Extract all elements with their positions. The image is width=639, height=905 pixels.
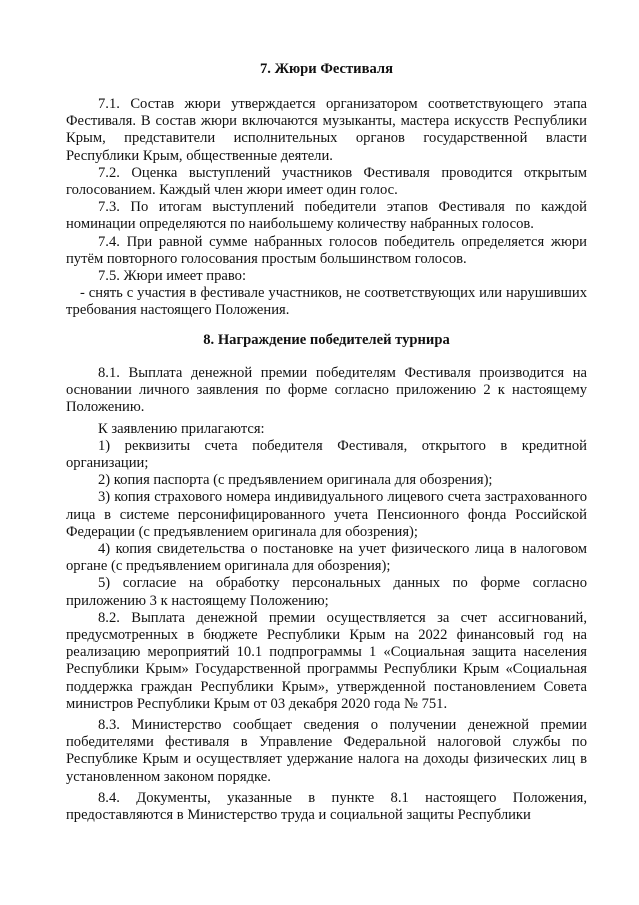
section-7-body	[66, 96, 587, 320]
attachment-item-5: 5) согласие на обработку персональных данных по форме согласно приложению 3 к настоящему Положению;	[66, 575, 587, 609]
section-8-heading: 8. Награждение победителей турнира	[203, 332, 450, 348]
paragraph-7-5-item: - снять с участия в фестивале участников, не соответствующих или нарушивших требования настоящего Положения.	[66, 285, 587, 319]
section-7-heading: 7. Жюри Фестиваля	[260, 61, 393, 77]
paragraph-8-4: 8.4. Документы, указанные в пункте 8.1 настоящего Положения, предоставляются в Министерство труда и социальной защиты Республики	[66, 789, 587, 824]
attachment-item-3: 3) копия страхового номера индивидуального лицевого счета застрахованного лица в системе персонифицированного учета Пенсионного фонда Российской Федерации (с предъявлением оригинала для обозрения);	[66, 489, 587, 540]
attachment-item-2: 2) копия паспорта (с предъявлением оригинала для обозрения);	[98, 472, 493, 489]
paragraph-7-1: 7.1. Состав жюри утверждается организатором соответствующего этапа Фестиваля. В состав жюри включаются музыканты, мастера искусств Республики Крым, представители исполнительных органов государственной власти Республики Крым, общественные деятели.	[66, 96, 587, 164]
paragraph-7-4: 7.4. При равной сумме набранных голосов победитель определяется жюри путём повторного голосования простым большинством голосов.	[66, 233, 587, 267]
paragraph-8-3: 8.3. Министерство сообщает сведения о получении денежной премии победителями фестиваля в Управление Федеральной налоговой службы по Республике Крым и осуществляет удержание налога на доходы физических лиц в установленном законом порядке.	[66, 717, 587, 785]
paragraph-7-3: 7.3. По итогам выступлений победители этапов Фестиваля по каждой номинации определяются по наибольшему количеству набранных голосов.	[66, 199, 587, 233]
section-8-body	[66, 365, 587, 824]
attachment-item-4: 4) копия свидетельства о постановке на учет физического лица в налоговом органе (с предъявлением оригинала для обозрения);	[66, 541, 587, 575]
paragraph-8-attachments: К заявлению прилагаются:	[98, 420, 265, 437]
attachment-item-1: 1) реквизиты счета победителя Фестиваля, открытого в кредитной организации;	[66, 437, 587, 472]
paragraph-7-5: 7.5. Жюри имеет право:	[98, 268, 247, 285]
paragraph-7-2: 7.2. Оценка выступлений участников Фестиваля проводится открытым голосованием. Каждый член жюри имеет один голос.	[66, 164, 587, 199]
paragraph-8-1: 8.1. Выплата денежной премии победителям Фестиваля производится на основании личного заявления по форме согласно приложению 2 к настоящему Положению.	[66, 365, 587, 416]
paragraph-8-2: 8.2. Выплата денежной премии осуществляется за счет ассигнований, предусмотренных в бюджете Республики Крым на 2022 финансовый год на реализацию мероприятий 10.1 подпрограммы 1 «Социальная защита населения Республики Крым» Государственной программы Республики Крым «Социальная поддержка граждан Республики Крым», утвержденной постановлением Совета министров Республики Крым от 03 декабря 2020 года № 751.	[66, 609, 587, 712]
